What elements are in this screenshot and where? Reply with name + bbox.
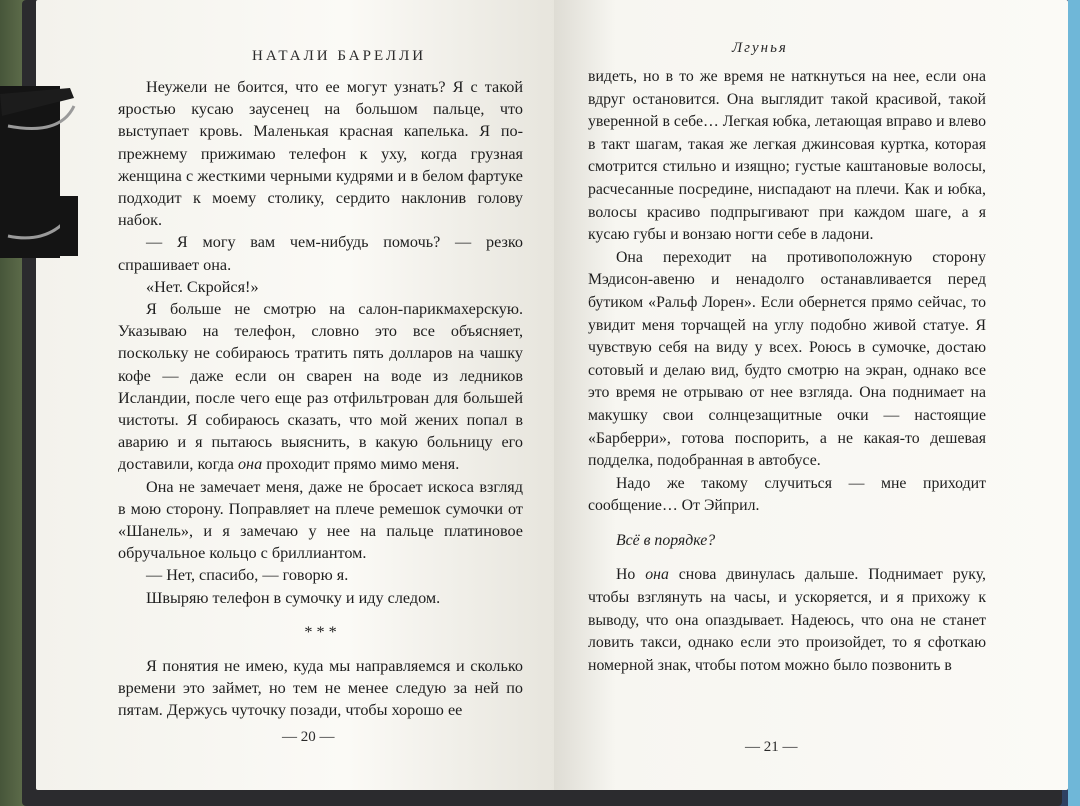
paragraph: Надо же такому случиться — мне приходит сообщение… От Эйприл. xyxy=(588,474,986,515)
italic-word: она xyxy=(237,455,263,474)
paragraph: «Нет. Скройся!» xyxy=(146,277,259,296)
binder-clip xyxy=(0,86,78,261)
text-run: Я больше не смотрю на салон-парикмахерскую. Указываю на телефон, словно это все объясняет, поскольку не собираюсь тратить пять долларов на чашку кофе — даже если он сварен на воде из ледников Исландии, после чего еще раз отфильтрован для большей чистоты. Я собираюсь сказать, что мой жених попал в аварию и я пытаюсь выяснить, в какую больницу его доставили, когда xyxy=(118,300,523,474)
text-run: проходит прямо мимо меня. xyxy=(266,455,460,474)
message-text: Всё в порядке? xyxy=(616,531,716,549)
paragraph: — Я могу вам чем-нибудь помочь? — резко спрашивает она. xyxy=(118,233,523,274)
right-running-header: Лгунья xyxy=(732,40,788,56)
section-break: * * * xyxy=(304,622,337,641)
left-page-text xyxy=(118,76,523,722)
paragraph xyxy=(118,298,523,476)
left-running-header: НАТАЛИ БАРЕЛЛИ xyxy=(252,48,427,64)
paragraph: Я понятия не имею, куда мы направляемся и сколько времени это займет, но тем не менее следую за ней по пятам. Держусь чуточку позади, чтобы хорошо ее xyxy=(118,657,523,720)
left-page-number: — 20 — xyxy=(282,729,335,745)
paragraph: — Нет, спасибо, — говорю я. xyxy=(146,566,349,585)
paragraph: Она не замечает меня, даже не бросает искоса взгляд в мою сторону. Поправляет на плече ремешок сумочки от «Шанель», и я замечаю у нее на пальце платиновое обручальное кольцо с бриллиантом. xyxy=(118,477,523,563)
paragraph: Она переходит на противоположную сторону Мэдисон-авеню и ненадолго останавливается перед бутиком «Ральф Лорен». Если обернется прямо сейчас, то увидит меня торчащей на углу подобно живой статуе. Я чувствую себя на виду у всех. Роюсь в сумочке, достаю сотовый и делаю вид, будто смотрю на экран, однако все это время не отрываю от нее взгляда. Она поднимает на макушку свои солнцезащитные очки — настоящие «Барберри», готова поспорить, а не какая-то дешевая подделка, подобранная в автобусе. xyxy=(588,248,986,470)
paragraph xyxy=(588,564,986,677)
paragraph: Швыряю телефон в сумочку и иду следом. xyxy=(146,588,441,607)
right-page-text xyxy=(588,66,986,677)
text-run: снова двинулась дальше. Поднимает руку, чтобы взглянуть на часы, и ускоряется, и я прихожу к выводу, что она опаздывает. Надеюсь, что она не станет ловить такси, однако если это произойдет, то я сфоткаю номерной знак, чтобы потом можно было позвонить в xyxy=(588,566,987,674)
text-run: Но xyxy=(616,566,636,584)
paragraph: видеть, но в то же время не наткнуться на нее, если она вдруг остановится. Она выглядит такой красивой, такой уверенной в себе… Легкая юбка, летающая вправо и влево в такт шагам, такая же легкая джинсовая куртка, которая смотрится стильно и изящно; густые каштановые волосы, расчесанные посредине, ниспадают на плечи. Как и юбка, волосы красиво подпрыгивают при каждом шаге, а я кусаю губы и вонзаю ногти себе в ладони. xyxy=(588,68,986,244)
right-page-number: — 21 — xyxy=(745,739,798,755)
paragraph: Неужели не боится, что ее могут узнать? Я с такой яростью кусаю заусенец на большом пальце, что выступает кровь. Маленькая красная капелька. Я по-прежнему прижимаю телефон к уху, когда грузная женщина с жесткими черными кудрями и в белом фартуке подходит к моему столику, сердито наклонив голову набок. xyxy=(118,78,523,230)
italic-word: она xyxy=(645,566,669,584)
blue-object-edge xyxy=(1068,0,1080,806)
